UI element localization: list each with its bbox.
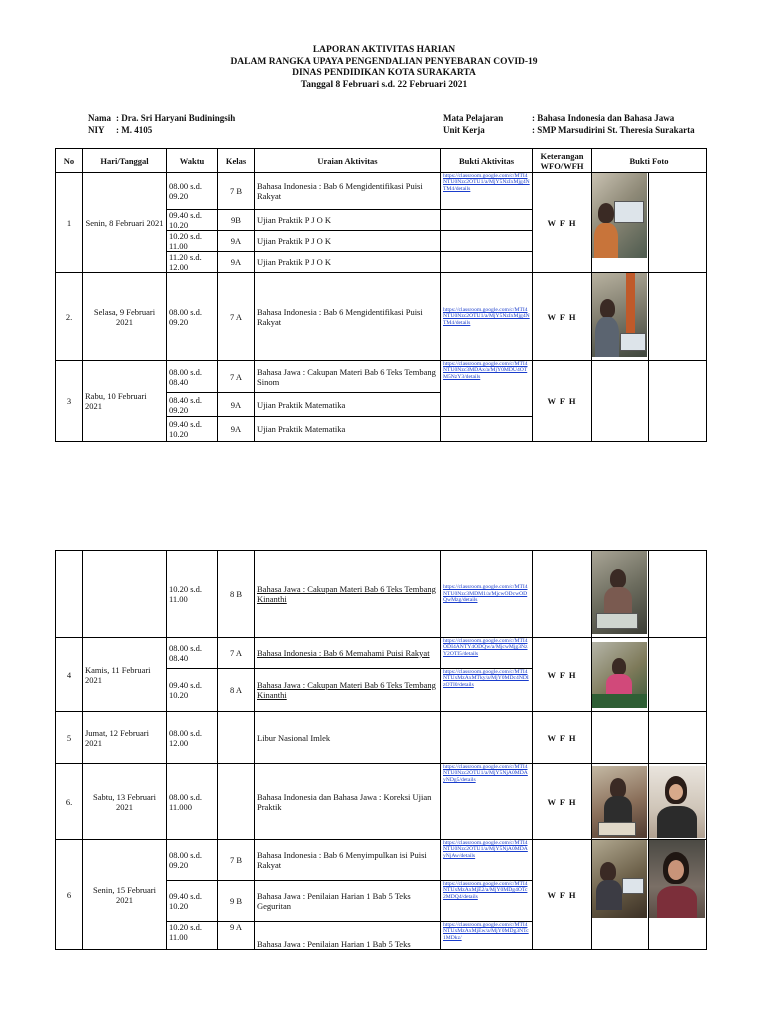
row-uraian: Ujian Praktik P J O K bbox=[255, 231, 441, 252]
photo-cell bbox=[592, 173, 649, 273]
row-uraian: Bahasa Indonesia dan Bahasa Jawa : Koreksi Ujian Praktik bbox=[255, 764, 441, 840]
row-kelas: 9B bbox=[218, 210, 255, 231]
mapel-value: : Bahasa Indonesia dan Bahasa Jawa bbox=[532, 113, 675, 123]
nama-value: : Dra. Sri Haryani Budiningsih bbox=[116, 113, 236, 123]
table-row bbox=[56, 840, 707, 881]
row-waktu: 10.20 s.d. 11.00 bbox=[167, 922, 218, 950]
row-kelas: 9 A bbox=[218, 922, 255, 950]
row-kelas: 7 A bbox=[218, 638, 255, 669]
row-no: 2. bbox=[56, 273, 83, 361]
report-title: LAPORAN AKTIVITAS HARIAN bbox=[312, 45, 456, 55]
row-kelas: 8 A bbox=[218, 669, 255, 712]
photo-cell bbox=[649, 764, 707, 840]
row-no: 4 bbox=[56, 638, 83, 712]
row-waktu: 10.20 s.d. 11.00 bbox=[167, 231, 218, 252]
row-no: 1 bbox=[56, 173, 83, 273]
photo-cell bbox=[592, 764, 649, 840]
row-keterangan: W F H bbox=[533, 638, 592, 712]
evidence-photo bbox=[649, 766, 705, 838]
row-waktu: 08.00 s.d. 09.20 bbox=[167, 273, 218, 361]
niy-value: : M. 4105 bbox=[116, 125, 153, 135]
row-kelas: 7 A bbox=[218, 273, 255, 361]
row-waktu: 11.20 s.d. 12.00 bbox=[167, 252, 218, 273]
row-waktu: 10.20 s.d. 11.00 bbox=[167, 551, 218, 638]
row-uraian: Bahasa Indonesia : Bab 6 Memahami Puisi Rakyat bbox=[255, 638, 441, 669]
identity-right bbox=[443, 112, 695, 136]
classroom-link[interactable]: https://classroom.google.com/c/MTI4NTUxMzAxMjE2/a/MjY0MDg4OTc2MDQ4/details bbox=[441, 881, 533, 922]
photo-cell bbox=[592, 273, 649, 361]
photo-cell-empty bbox=[649, 361, 707, 442]
photo-cell-empty bbox=[592, 712, 649, 764]
row-waktu: 08.00 s.d. 09.20 bbox=[167, 173, 218, 210]
row-keterangan: W F H bbox=[533, 712, 592, 764]
row-waktu: 08.00 s.d. 08.40 bbox=[167, 638, 218, 669]
row-kelas: 9A bbox=[218, 393, 255, 417]
row-kelas: 7 B bbox=[218, 840, 255, 881]
classroom-link[interactable]: https://classroom.google.com/c/MTI4ODI4ANTY4ODQw/a/MjcwMjg3NzY2OTI5/details bbox=[441, 638, 533, 669]
row-uraian: Bahasa Jawa : Penilaian Harian 1 Bab 5 Teks Geguritan bbox=[255, 881, 441, 922]
row-keterangan: W F H bbox=[533, 273, 592, 361]
evidence-photo bbox=[592, 273, 647, 357]
col-kelas: Kelas bbox=[218, 149, 255, 173]
col-no: No bbox=[56, 149, 83, 173]
col-bukti: Bukti Aktivitas bbox=[441, 149, 533, 173]
activity-table-page1 bbox=[55, 148, 707, 442]
row-waktu: 08.00 s.d. 09.20 bbox=[167, 840, 218, 881]
classroom-link[interactable]: https://classroom.google.com/c/MTI4NTU0Nzc2OTU1/a/MjY5NzIxMjg4NTM4/details bbox=[441, 173, 533, 210]
classroom-link[interactable]: https://classroom.google.com/c/MTI4NTU0Nzc2OTU1/a/MjY5NjA0MDAyNDg5/details bbox=[441, 764, 533, 840]
row-waktu: 08.00 s.d. 08.40 bbox=[167, 361, 218, 393]
row-no: 3 bbox=[56, 361, 83, 442]
row-hari: Sabtu, 13 Februari 2021 bbox=[83, 764, 167, 840]
row-waktu: 09.40 s.d. 10.20 bbox=[167, 417, 218, 442]
table-row bbox=[56, 273, 707, 361]
col-hari: Hari/Tanggal bbox=[83, 149, 167, 173]
row-kelas: 7 B bbox=[218, 173, 255, 210]
evidence-photo bbox=[592, 642, 647, 708]
row-uraian: Bahasa Jawa : Cakupan Materi Bab 6 Teks Tembang Sinom bbox=[255, 361, 441, 393]
row-hari: Senin, 15 Februari 2021 bbox=[83, 840, 167, 950]
row-bukti-empty bbox=[441, 210, 533, 231]
row-waktu: 08.00 s.d. 12.00 bbox=[167, 712, 218, 764]
photo-cell bbox=[592, 840, 649, 950]
row-kelas: 9A bbox=[218, 417, 255, 442]
row-waktu: 08.40 s.d. 09.20 bbox=[167, 393, 218, 417]
table-row bbox=[56, 361, 707, 393]
report-date-range: Tanggal 8 Februari s.d. 22 Februari 2021 bbox=[300, 79, 468, 90]
row-uraian: Bahasa Indonesia : Bab 6 Mengidentifikasi Puisi Rakyat bbox=[255, 173, 441, 210]
classroom-link[interactable]: https://classroom.google.com/c/MTI4NTU0Nzc3MDM1/a/MjcwODcwODQwMzg/details bbox=[441, 551, 533, 638]
row-hari: Selasa, 9 Februari 2021 bbox=[83, 273, 167, 361]
row-keterangan: W F H bbox=[533, 840, 592, 950]
row-keterangan: W F H bbox=[533, 361, 592, 442]
row-bukti-empty bbox=[441, 417, 533, 442]
col-waktu: Waktu bbox=[167, 149, 218, 173]
photo-cell bbox=[649, 840, 707, 950]
evidence-photo bbox=[592, 173, 647, 258]
row-waktu: 09.40 s.d. 10.20 bbox=[167, 210, 218, 231]
row-bukti-empty bbox=[441, 252, 533, 273]
row-uraian: Bahasa Indonesia : Bab 6 Menyimpulkan isi Puisi Rakyat bbox=[255, 840, 441, 881]
evidence-photo bbox=[649, 840, 705, 918]
table-row bbox=[56, 764, 707, 840]
row-waktu: 09.40 s.d. 10.20 bbox=[167, 669, 218, 712]
mapel-label: Mata Pelajaran bbox=[443, 113, 504, 123]
col-keterangan: Keterangan WFO/WFH bbox=[533, 149, 592, 173]
table-row bbox=[56, 712, 707, 764]
evidence-photo bbox=[592, 766, 647, 838]
row-no: 6 bbox=[56, 840, 83, 950]
photo-cell bbox=[592, 551, 649, 638]
row-kelas: 9A bbox=[218, 231, 255, 252]
report-agency: DINAS PENDIDIKAN KOTA SURAKARTA bbox=[292, 68, 476, 78]
row-keterangan: W F H bbox=[533, 764, 592, 840]
row-no: 5 bbox=[56, 712, 83, 764]
row-hari-empty bbox=[83, 551, 167, 638]
photo-cell-empty bbox=[649, 712, 707, 764]
row-keterangan-empty bbox=[533, 551, 592, 638]
row-uraian: Bahasa Jawa : Cakupan Materi Bab 6 Teks Tembang Kinanthi bbox=[255, 669, 441, 712]
row-hari: Rabu, 10 Februari 2021 bbox=[83, 361, 167, 442]
row-waktu: 08.00 s.d. 11.000 bbox=[167, 764, 218, 840]
activity-table-page2 bbox=[55, 550, 707, 950]
row-no: 6. bbox=[56, 764, 83, 840]
row-keterangan: W F H bbox=[533, 173, 592, 273]
classroom-link[interactable]: https://classroom.google.com/c/MTI4NTUxMzAxMjEw/a/MjY0MDg3NTc1MDkz/ bbox=[441, 922, 533, 950]
table-row bbox=[56, 551, 707, 638]
unit-value: : SMP Marsudirini St. Theresia Surakarta bbox=[532, 125, 695, 135]
photo-cell-empty bbox=[592, 361, 649, 442]
row-kelas: 7 A bbox=[218, 361, 255, 393]
row-waktu: 09.40 s.d. 10.20 bbox=[167, 881, 218, 922]
row-hari: Kamis, 11 Februari 2021 bbox=[83, 638, 167, 712]
row-bukti-empty bbox=[441, 712, 533, 764]
photo-cell bbox=[592, 638, 649, 712]
row-kelas: 9A bbox=[218, 252, 255, 273]
row-uraian: Ujian Praktik Matematika bbox=[255, 417, 441, 442]
row-uraian: Bahasa Jawa : Cakupan Materi Bab 6 Teks Tembang Kinanthi bbox=[255, 551, 441, 638]
row-uraian: Ujian Praktik Matematika bbox=[255, 393, 441, 417]
photo-cell-empty bbox=[649, 638, 707, 712]
table-row bbox=[56, 173, 707, 210]
row-uraian: Ujian Praktik P J O K bbox=[255, 210, 441, 231]
row-kelas: 9 B bbox=[218, 881, 255, 922]
col-foto: Bukti Foto bbox=[592, 149, 707, 173]
row-kelas: 8 B bbox=[218, 551, 255, 638]
niy-label: NIY bbox=[88, 125, 105, 135]
report-header bbox=[0, 45, 768, 91]
row-uraian: Bahasa Jawa : Penilaian Harian 1 Bab 5 Teks bbox=[255, 922, 441, 950]
identity-left bbox=[88, 112, 235, 136]
report-subtitle: DALAM RANGKA UPAYA PENGENDALIAN PENYEBARAN COVID-19 bbox=[230, 56, 538, 67]
row-hari: Jumat, 12 Februari 2021 bbox=[83, 712, 167, 764]
photo-cell-empty bbox=[649, 551, 707, 638]
photo-cell-empty bbox=[649, 273, 707, 361]
row-hari: Senin, 8 Februari 2021 bbox=[83, 173, 167, 273]
classroom-link[interactable]: https://classroom.google.com/c/MTI4NTU0Nzc3MDAx/a/MjY0MDU4OTM5NzY3/details bbox=[441, 361, 533, 417]
row-kelas-empty bbox=[218, 712, 255, 764]
row-uraian: Ujian Praktik P J O K bbox=[255, 252, 441, 273]
table-row bbox=[56, 638, 707, 669]
classroom-link[interactable]: https://classroom.google.com/c/MTI4NTU0Nzc2OTU1/a/MjY5NzIxMjg4NTM4/details bbox=[441, 273, 533, 361]
classroom-link[interactable]: https://classroom.google.com/c/MTI4NTU0Nzc2OTU1/a/MjY5NjA0MDAyNjAw/details bbox=[441, 840, 533, 881]
nama-label: Nama bbox=[88, 113, 111, 123]
evidence-photo bbox=[592, 840, 647, 918]
photo-cell-empty bbox=[649, 173, 707, 273]
row-uraian: Bahasa Indonesia : Bab 6 Mengidentifikasi Puisi Rakyat bbox=[255, 273, 441, 361]
row-bukti-empty bbox=[441, 231, 533, 252]
evidence-photo bbox=[592, 551, 647, 634]
row-kelas-empty bbox=[218, 764, 255, 840]
row-no-empty bbox=[56, 551, 83, 638]
row-uraian: Libur Nasional Imlek bbox=[255, 712, 441, 764]
col-uraian: Uraian Aktivitas bbox=[255, 149, 441, 173]
classroom-link[interactable]: https://classroom.google.com/c/MTI4NTUxMzAxMTky/a/MjY0MDc4NDIzOTI0/details bbox=[441, 669, 533, 712]
unit-label: Unit Kerja bbox=[443, 125, 485, 135]
